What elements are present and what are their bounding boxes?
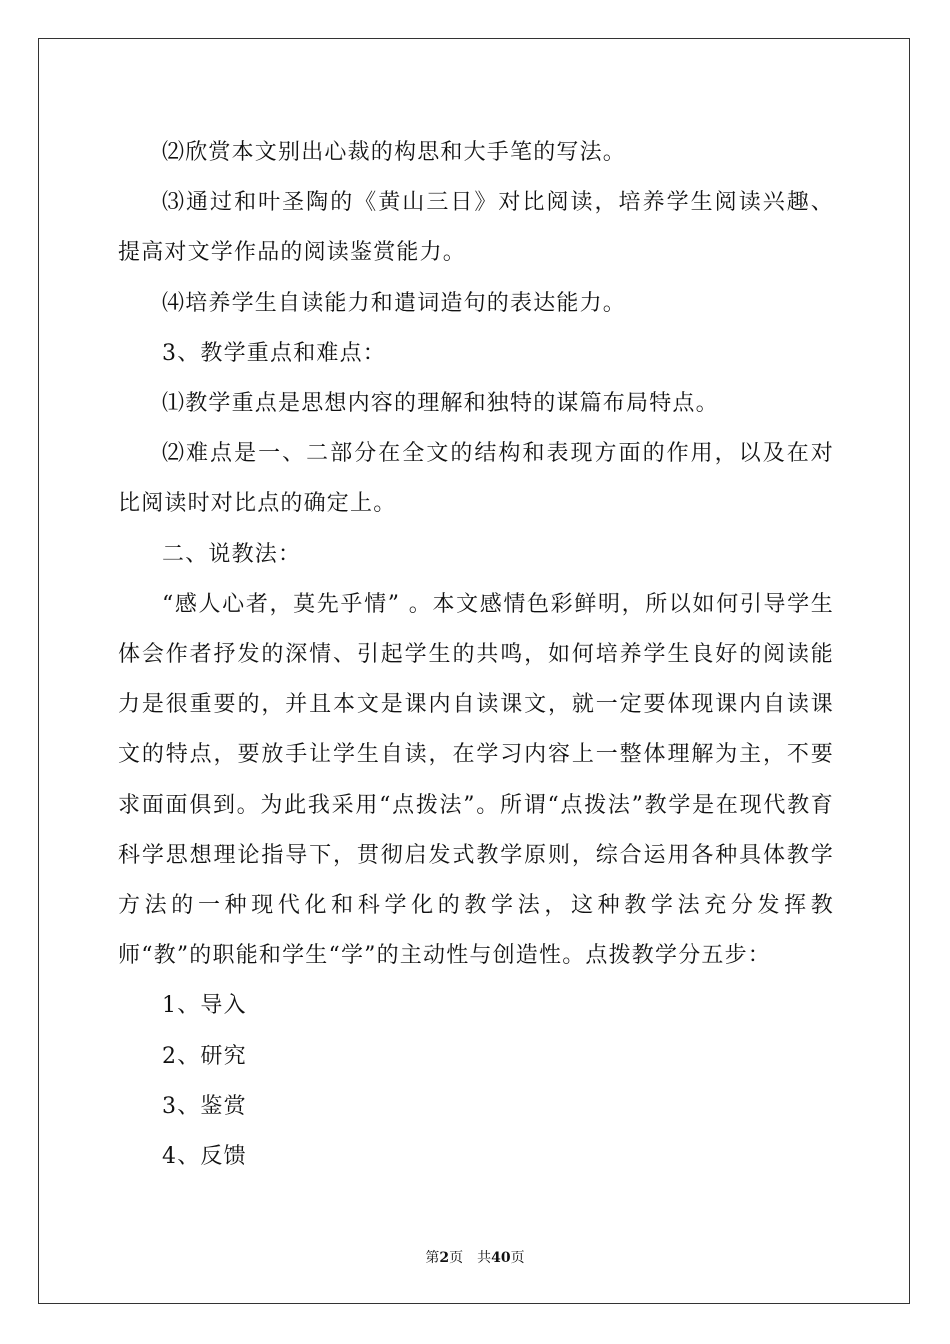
paragraph: ⑶通过和叶圣陶的《黄山三日》对比阅读，培养学生阅读兴趣、提高对文学作品的阅读鉴赏能力。 [118,190,834,266]
section-heading: 3、教学重点和难点： [162,340,386,366]
list-item: 2、研究 [162,1043,247,1069]
paragraph: ⑷培养学生自读能力和遣词造句的表达能力。 [162,290,627,316]
total-page-count: 40 [491,1250,511,1266]
footer-suffix: 页 [510,1250,525,1266]
section-heading: 二、说教法： [162,541,302,567]
paragraph: ⑵难点是一、二部分在全文的结构和表现方面的作用，以及在对比阅读时对比点的确定上。 [118,441,834,517]
current-page-number: 2 [439,1250,450,1266]
paragraph: “感人心者，莫先乎情” 。本文感情色彩鲜明，所以如何引导学生体会作者抒发的深情、引起学生的共鸣，如何培养学生良好的阅读能力是很重要的，并且本文是课内自读课文，就一定要体现课内自读课文的特点，要放手让学生自读，在学习内容上一整体理解为主，不要求面面俱到。为此我采用“点拨法”。所谓“点拨法”教学是在现代教育科学思想理论指导下，贯彻启发式教学原则，综合运用各种具体教学方法的一种现代化和科学化的教学法，这种教学法充分发挥教师“教”的职能和学生“学”的主动性与创造性。点拨教学分五步： [118,591,834,969]
list-item: 1、导入 [162,993,247,1019]
list-item: 3、鉴赏 [162,1093,247,1119]
footer-mid: 页 共 [449,1250,492,1266]
list-item: 4、反馈 [162,1144,247,1170]
paragraph: ⑴教学重点是思想内容的理解和独特的谋篇布局特点。 [162,391,719,417]
page-footer [0,1247,950,1267]
document-body [118,128,834,1182]
paragraph: ⑵欣赏本文别出心裁的构思和大手笔的写法。 [162,140,627,165]
footer-prefix: 第 [425,1250,440,1266]
